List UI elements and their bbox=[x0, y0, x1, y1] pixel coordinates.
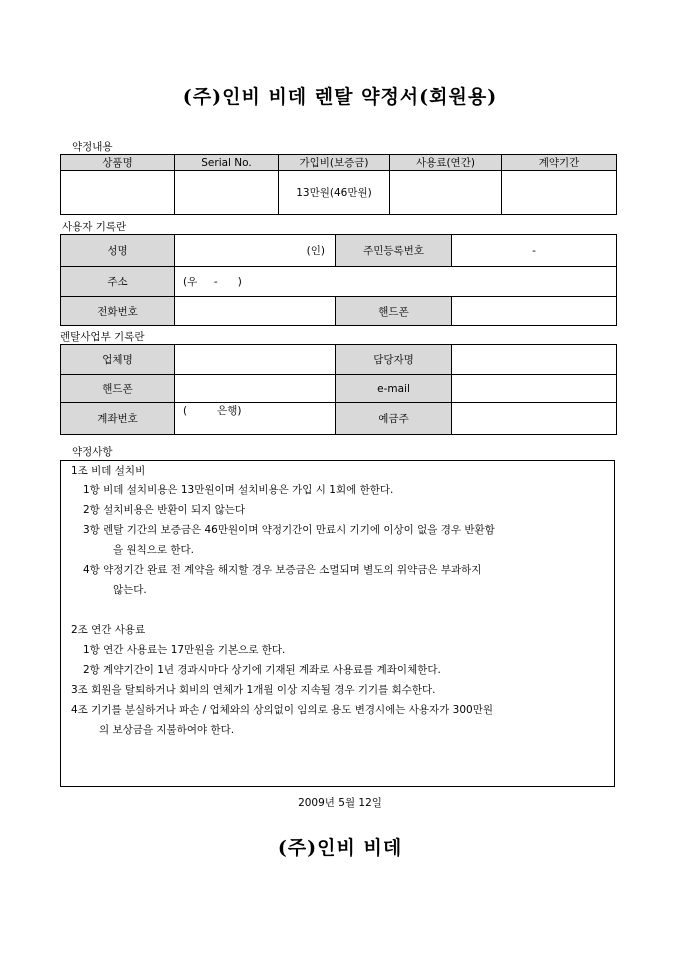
term-line: 의 보상금을 지불하여야 한다. bbox=[99, 724, 235, 736]
name-field[interactable] bbox=[175, 235, 336, 267]
phone-label: 전화번호 bbox=[61, 297, 175, 326]
contract-table bbox=[60, 154, 617, 215]
term-line: 을 원칙으로 한다. bbox=[113, 544, 195, 556]
term-line: 2항 설치비용은 반환이 되지 않는다 bbox=[83, 504, 246, 516]
company-name-footer: (주)인비 비데 bbox=[277, 837, 403, 859]
deposit-value[interactable]: 13만원(46만원) bbox=[279, 171, 390, 215]
rental-mobile-label: 핸드폰 bbox=[61, 375, 175, 403]
product-value[interactable] bbox=[61, 171, 175, 215]
mobile-label: 핸드폰 bbox=[336, 297, 452, 326]
terms-box bbox=[60, 460, 615, 787]
term-line: 1항 연간 사용료는 17만원을 기본으로 한다. bbox=[83, 644, 286, 656]
serial-value[interactable] bbox=[175, 171, 279, 215]
contract-section-label: 약정내용 bbox=[72, 141, 113, 153]
contract-date: 2009년 5월 12일 bbox=[298, 797, 382, 809]
id-label: 주민등록번호 bbox=[336, 235, 452, 267]
term-line: 1조 비데 설치비 bbox=[71, 465, 146, 477]
seal-mark: (인) bbox=[306, 245, 325, 257]
manager-field[interactable] bbox=[452, 345, 617, 375]
term-line: 2항 계약기간이 1년 경과시마다 상기에 기재된 계좌로 사용료를 계좌이체한다. bbox=[83, 664, 441, 676]
term-line: 1항 비데 설치비용은 13만원이며 설치비용은 가입 시 1회에 한한다. bbox=[83, 484, 394, 496]
company-label: 업체명 bbox=[61, 345, 175, 375]
term-line: 않는다. bbox=[113, 584, 147, 596]
header-period: 계약기간 bbox=[502, 155, 617, 171]
holder-label: 예금주 bbox=[336, 403, 452, 435]
holder-field[interactable] bbox=[452, 403, 617, 435]
header-product: 상품명 bbox=[61, 155, 175, 171]
phone-field[interactable] bbox=[175, 297, 336, 326]
user-section-label: 사용자 기록란 bbox=[62, 221, 127, 233]
account-field[interactable]: ( 은행) bbox=[175, 403, 336, 435]
term-line: 2조 연간 사용료 bbox=[71, 624, 146, 636]
manager-label: 담당자명 bbox=[336, 345, 452, 375]
company-field[interactable] bbox=[175, 345, 336, 375]
annual-fee-value[interactable] bbox=[390, 171, 502, 215]
user-table bbox=[60, 234, 617, 326]
mobile-field[interactable] bbox=[452, 297, 617, 326]
header-serial: Serial No. bbox=[175, 155, 279, 171]
rental-mobile-field[interactable] bbox=[175, 375, 336, 403]
address-field[interactable]: (우 - ) bbox=[175, 267, 617, 297]
account-label: 계좌번호 bbox=[61, 403, 175, 435]
rental-section-label: 렌탈사업부 기록란 bbox=[60, 331, 145, 343]
name-label: 성명 bbox=[61, 235, 175, 267]
email-label: e-mail bbox=[336, 375, 452, 403]
address-label: 주소 bbox=[61, 267, 175, 297]
header-deposit: 가입비(보증금) bbox=[279, 155, 390, 171]
term-line: 4조 기기를 분실하거나 파손 / 업체와의 상의없이 임의로 용도 변경시에는 사용자가 300만원 bbox=[71, 704, 493, 716]
header-annual-fee: 사용료(연간) bbox=[390, 155, 502, 171]
document-title: (주)인비 비데 렌탈 약정서(회원용) bbox=[182, 86, 498, 108]
term-line: 3항 렌탈 기간의 보증금은 46만원이며 약정기간이 만료시 기기에 이상이 없을 경우 반환함 bbox=[83, 524, 495, 536]
period-value[interactable] bbox=[502, 171, 617, 215]
email-field[interactable] bbox=[452, 375, 617, 403]
term-line: 4항 약정기간 완료 전 계약을 해지할 경우 보증금은 소멸되며 별도의 위약금은 부과하지 bbox=[83, 564, 482, 576]
term-line: 3조 회원을 탈퇴하거나 회비의 연체가 1개월 이상 지속될 경우 기기를 회수한다. bbox=[71, 684, 436, 696]
id-field[interactable]: - bbox=[452, 235, 617, 267]
terms-section-label: 약정사항 bbox=[72, 446, 113, 458]
rental-table bbox=[60, 344, 617, 435]
